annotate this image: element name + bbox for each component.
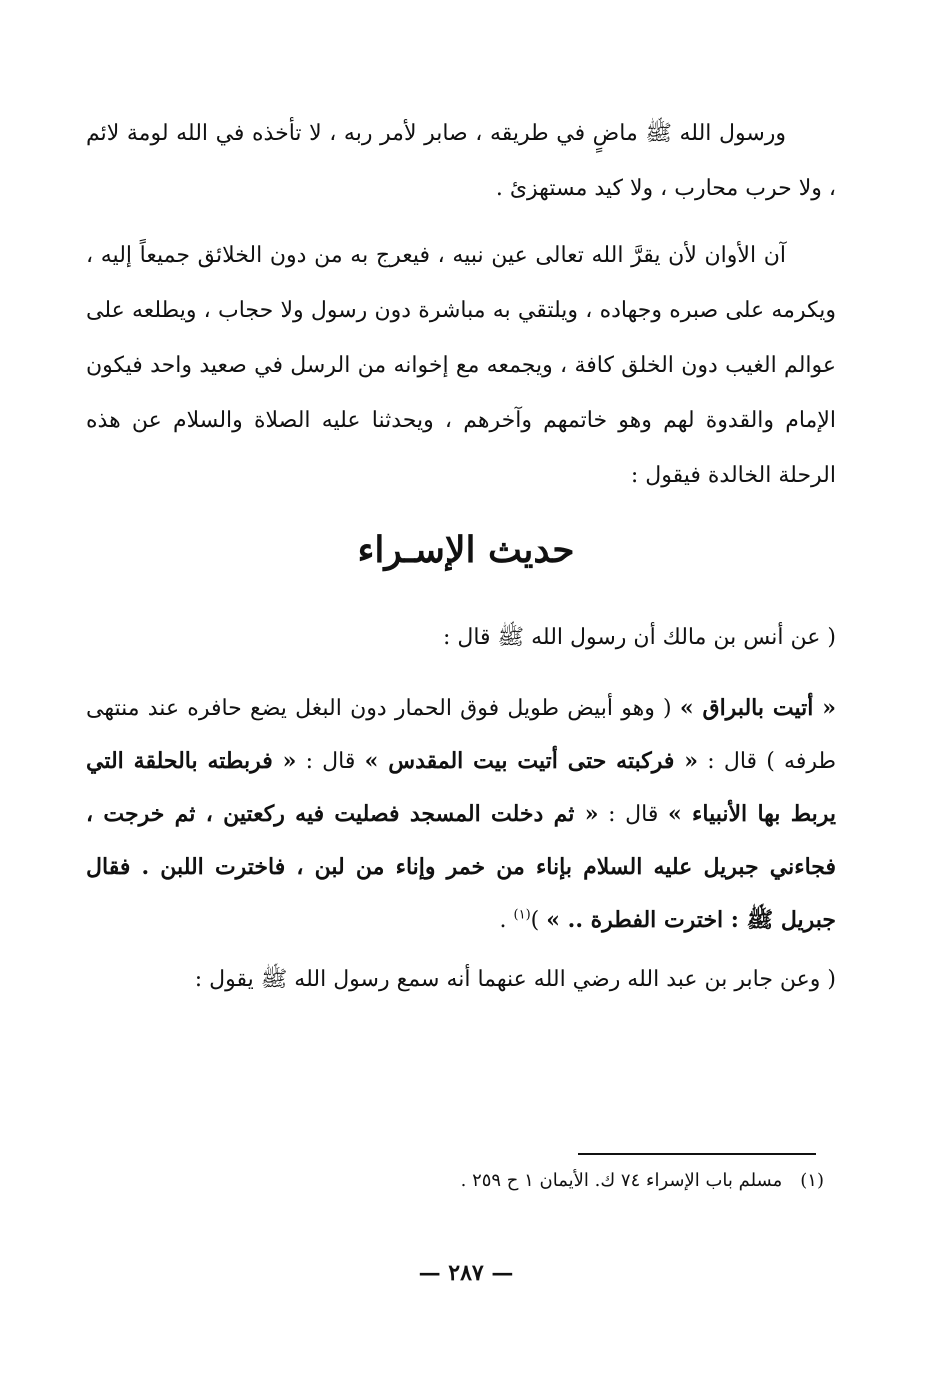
hadith-quote: « ثم دخلت المسجد فصليت فيه ركعتين ، ثم خرجت ، فجاءني جبريل عليه السلام بإناء من خمر وإناء من لبن ، فاخترت اللبن . فقال جبريل ﷺ : اخترت الفطرة .. » [86, 801, 836, 933]
hadith-quote: « أتيت بالبراق » [679, 695, 836, 721]
hadith-narration: ( وهو أبيض طويل فوق الحمار دون البغل يضع حافره عند منتهى طرفه ) قال : [86, 696, 836, 774]
hadith-1-intro: ( عن أنس بن مالك أن رسول الله ﷺ قال : [442, 625, 836, 650]
footnote-reference: (١) [513, 907, 531, 923]
section-heading: حديث الإسـراء [357, 529, 575, 571]
hadith-narration: قال : [598, 802, 668, 827]
hadith-narration: قال : [296, 749, 365, 774]
hadith-narration: ) [530, 908, 547, 933]
footnote-divider [578, 1153, 816, 1155]
page-number: — ٢٨٧ — [418, 1260, 514, 1286]
hadith-narration: . [499, 908, 514, 933]
footnote [461, 1166, 824, 1196]
hadith-quote: « فربطته بالحلقة التي يربط بها الأنبياء » [86, 748, 836, 827]
paragraph-1: ورسول الله ﷺ ماضٍ في طريقه ، صابر لأمر ربه ، لا تأخذه في الله لومة لائم ، ولا حرب محارب ، ولا كيد مستهزئ . [86, 121, 836, 201]
hadith-quote: « فركبته حتى أتيت بيت المقدس » [364, 748, 699, 774]
footnote-text: مسلم باب الإسراء ٧٤ ك. الأيمان ١ ح ٢٥٩ . [460, 1170, 783, 1191]
hadith-2-intro: ( وعن جابر بن عبد الله رضي الله عنهما أنه سمع رسول الله ﷺ يقول : [194, 967, 836, 992]
hadith-1-text [86, 682, 836, 947]
paragraph-2: آن الأوان لأن يقرَّ الله تعالى عين نبيه ، فيعرج به من دون الخلائق جميعاً إليه ، ويكرمه على صبره وجهاده ، ويلتقي به مباشرة دون رسول ولا حجاب ، ويطلعه على عوالم الغيب دون الخلق كافة ، ويجمعه مع إخوانه من الرسل في صعيد واحد فيكون الإمام والقدوة لهم وهو خاتمهم وآخرهم ، ويحدثنا عليه الصلاة والسلام عن هذه الرحلة الخالدة فيقول : [86, 243, 836, 488]
footnote-number: (١) [800, 1170, 824, 1191]
